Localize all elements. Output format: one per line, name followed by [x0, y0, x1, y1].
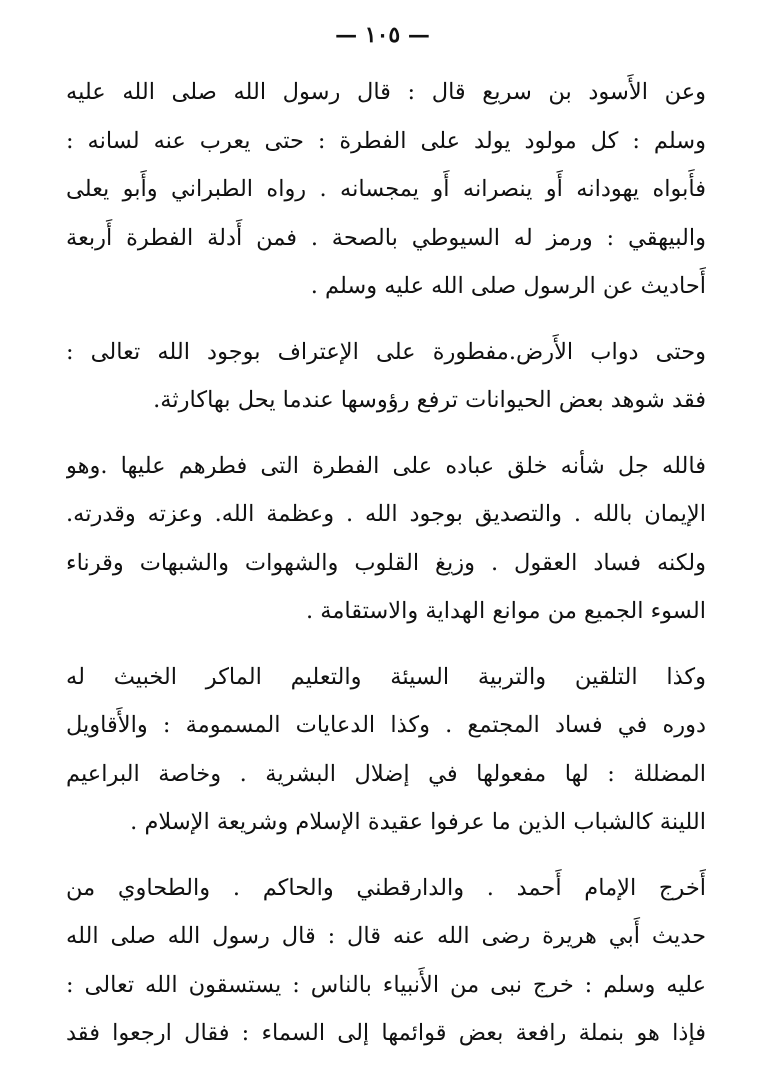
paragraph-hadith-fitra	[66, 68, 706, 311]
text-line: عليه وسلم : خرج نبى من الأَنبياء بالناس : يستسقون الله تعالى :	[66, 971, 706, 998]
text-line: دوره في فساد المجتمع . وكذا الدعايات المسمومة : والأَقاويل	[66, 712, 706, 738]
text-line: المضللة : لها مفعولها في إضلال البشرية . وخاصة البراعيم	[66, 760, 706, 787]
text-line: أَخرج الإمام أَحمد . والدارقطني والحاكم . والطحاوي من	[66, 874, 706, 901]
text-line: أَحاديث عن الرسول صلى الله عليه وسلم .	[310, 273, 706, 299]
text-line: وحتى دواب الأَرض.مفطورة على الإعتراف بوجود الله تعالى :	[66, 338, 706, 365]
text-line: وعن الأَسود بن سريع قال : قال رسول الله صلى الله عليه	[66, 79, 706, 105]
text-line: والبيهقي : ورمز له السيوطي بالصحة . فمن أَدلة الفطرة أَربعة	[66, 224, 706, 251]
text-line: السوء الجميع من موانع الهداية والاستقامة .	[305, 598, 706, 624]
text-line: الإيمان بالله . والتصديق بوجود الله . وعظمة الله. وعزته وقدرته.	[66, 501, 706, 527]
text-line: وكذا التلقين والتربية السيئة والتعليم الماكر الخبيث له	[66, 663, 706, 690]
text-line: فأَبواه يهودانه أَو ينصرانه أَو يمجسانه . رواه الطبراني وأَبو يعلى	[66, 176, 706, 202]
text-line: حديث أَبي هريرة رضى الله عنه قال : قال رسول الله صلى الله	[66, 923, 706, 949]
page-body	[66, 68, 706, 1075]
paragraph-upbringing	[66, 653, 706, 847]
text-line: فإذا هو بنملة رافعة بعض قوائمها إلى السماء : فقال ارجعوا فقد	[66, 1020, 706, 1046]
text-line: فقد شوهد بعض الحيوانات ترفع رؤوسها عندما يحل بهاكارثة.	[153, 387, 706, 413]
paragraph-animals	[66, 328, 706, 425]
text-line: اللينة كالشباب الذين ما عرفوا عقيدة الإسلام وشريعة الإسلام .	[130, 809, 706, 835]
text-line: ولكنه فساد العقول . وزيغ القلوب والشهوات والشبهات وقرناء	[66, 549, 706, 576]
paragraph-faith	[66, 442, 706, 636]
text-line: فالله جل شأنه خلق عباده على الفطرة التى فطرهم عليها .وهو	[66, 452, 706, 479]
paragraph-hadith-ant	[66, 864, 706, 1058]
page-number: — ١٠٥ —	[335, 22, 430, 48]
text-line: وسلم : كل مولود يولد على الفطرة : حتى يعرب عنه لسانه :	[66, 127, 706, 154]
